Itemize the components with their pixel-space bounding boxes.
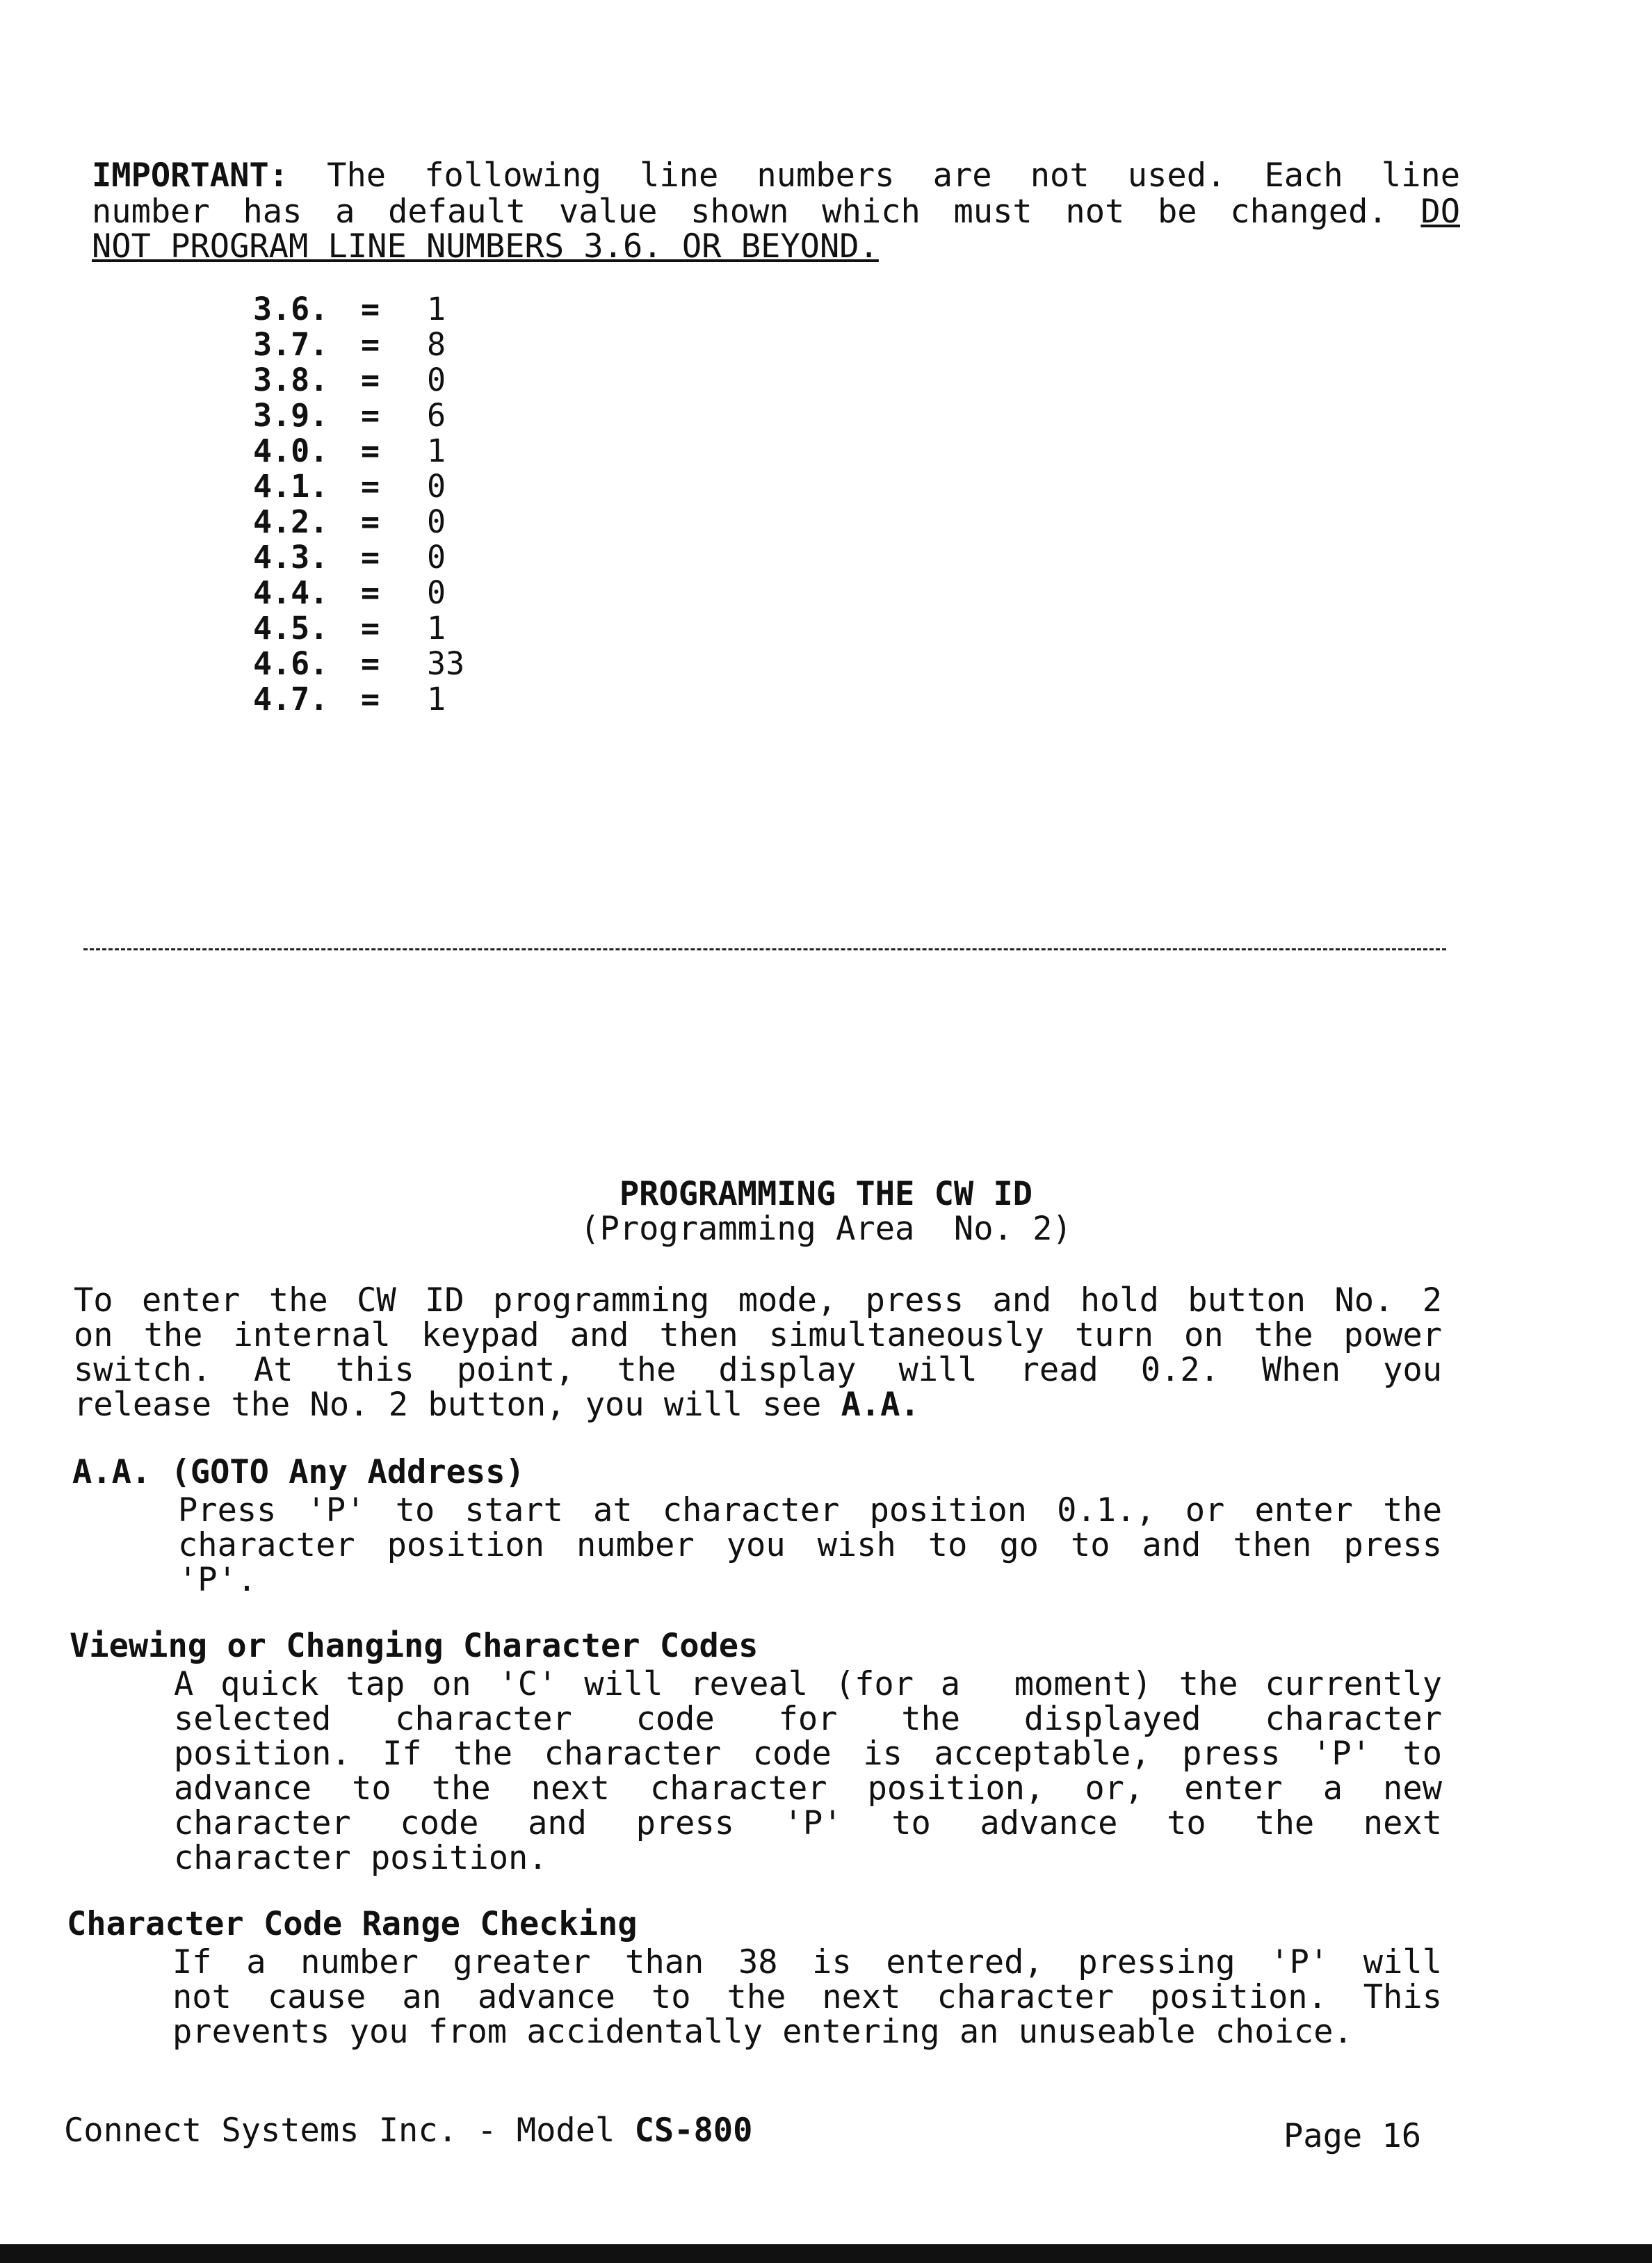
section-title: PROGRAMMING THE CW ID: [619, 1175, 1033, 1213]
subsection-heading-range: Character Code Range Checking: [67, 1905, 638, 1943]
table-row: 4.6. = 33: [253, 645, 465, 682]
viewing-line-3: position. If the character code is acceptable, press 'P' to: [174, 1735, 1442, 1773]
table-row: 4.7. = 1: [253, 681, 446, 717]
table-row: 4.4. = 0: [253, 574, 446, 611]
goto-line-3: 'P'.: [178, 1561, 257, 1599]
intro-line-1: To enter the CW ID programming mode, press and hold button No. 2: [74, 1281, 1442, 1320]
intro-line-2: on the internal keypad and then simultaneously turn on the power: [74, 1316, 1442, 1354]
range-line-2: not cause an advance to the next character position. This: [172, 1978, 1442, 2016]
subsection-heading-viewing: Viewing or Changing Character Codes: [70, 1627, 759, 1665]
footer-page-number: Page 16: [1283, 2117, 1422, 2155]
intro-line-4: release the No. 2 button, you will see A.A.: [74, 1386, 920, 1424]
scan-bottom-border: [0, 2244, 1652, 2263]
section-subtitle: (Programming Area No. 2): [580, 1210, 1072, 1248]
intro-line-3: switch. At this point, the display will read 0.2. When you: [74, 1351, 1442, 1389]
range-line-3: prevents you from accidentally entering an unuseable choice.: [172, 2013, 1353, 2051]
important-label: IMPORTANT:: [92, 156, 289, 195]
important-line-1: IMPORTANT: The following line numbers are not used. Each line: [92, 156, 1461, 195]
footer-model: CS-800: [634, 2111, 753, 2150]
important-line-3: NOT PROGRAM LINE NUMBERS 3.6. OR BEYOND.: [92, 227, 879, 266]
footer-company: Connect Systems Inc. - Model CS-800: [64, 2111, 753, 2150]
viewing-line-1: A quick tap on 'C' will reveal (for a moment) the currently: [174, 1665, 1442, 1703]
table-row: 4.0. = 1: [253, 432, 446, 469]
table-row: 4.5. = 1: [253, 610, 446, 647]
goto-line-1: Press 'P' to start at character position 0.1., or enter the: [178, 1491, 1442, 1530]
table-row: 4.3. = 0: [253, 539, 446, 576]
range-line-1: If a number greater than 38 is entered, pressing 'P' will: [172, 1943, 1442, 1981]
viewing-line-5: character code and press 'P' to advance to the next: [174, 1804, 1442, 1842]
viewing-line-2: selected character code for the displayed character: [174, 1700, 1442, 1738]
viewing-line-4: advance to the next character position, or, enter a new: [174, 1769, 1442, 1808]
table-row: 4.1. = 0: [253, 468, 446, 505]
default-values-table: [253, 291, 531, 722]
dashed-separator: [83, 948, 1446, 950]
subsection-heading-goto: A.A. (GOTO Any Address): [72, 1453, 525, 1491]
table-row: 3.6. = 1: [253, 291, 446, 327]
viewing-line-6: character position.: [174, 1839, 548, 1877]
important-line-2: number has a default value shown which must not be changed. DO: [92, 193, 1460, 231]
table-row: 3.9. = 6: [253, 397, 446, 434]
table-row: 3.8. = 0: [253, 362, 446, 398]
goto-line-2: character position number you wish to go to and then press: [178, 1526, 1442, 1564]
table-row: 4.2. = 0: [253, 503, 446, 540]
table-row: 3.7. = 8: [253, 326, 446, 363]
